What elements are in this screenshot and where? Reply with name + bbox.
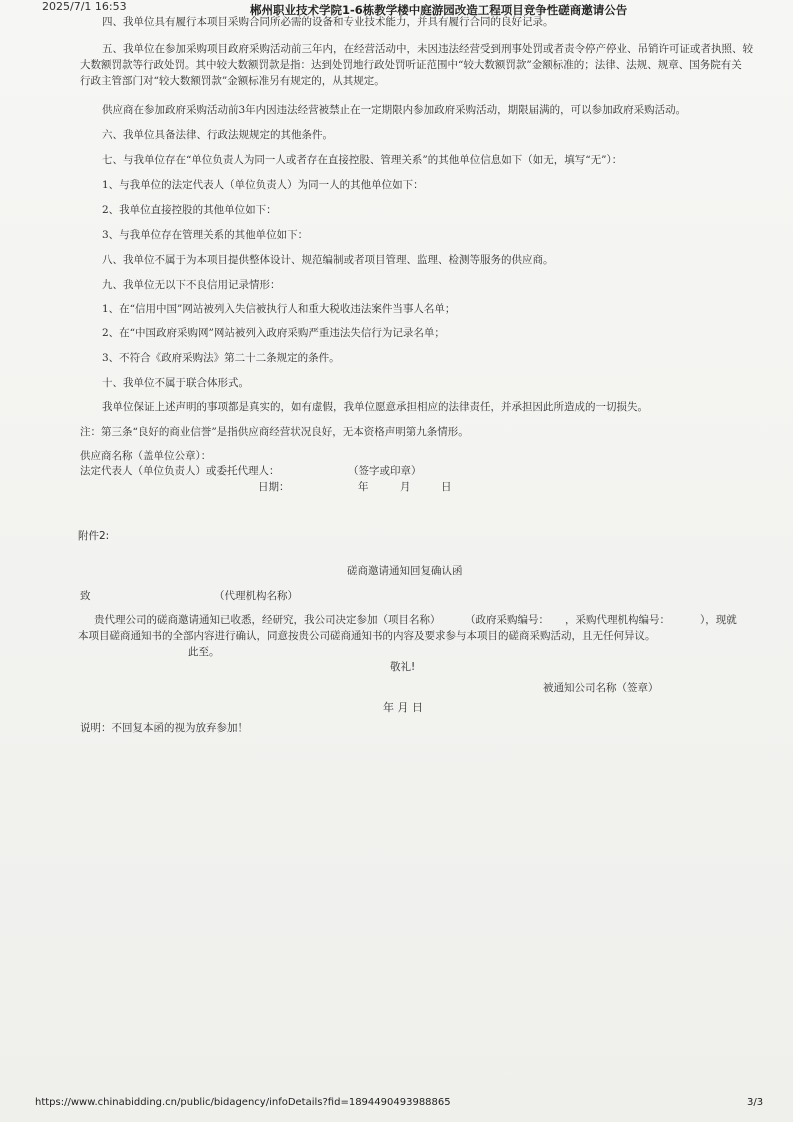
supplier-name-field: 供应商名称（盖单位公章）： (80, 450, 212, 462)
print-date: 2025/7/1 16:53 (42, 0, 127, 13)
source-url: https://www.chinabidding.cn/public/bidagency/infoDetails?fid=1894490493988865 (35, 1097, 451, 1108)
supplier-note: 供应商在参加政府采购活动前3年内因违法经营被禁止在一定期限内参加政府采购活动，期限届满的，可以参加政府采购活动。 (102, 104, 687, 116)
declaration-item-7-1: 1、与我单位的法定代表人（单位负责人）为同一人的其他单位如下： (102, 179, 424, 191)
attachment-label: 附件2: (78, 530, 110, 542)
reply-remark: 说明：不回复本函的视为放弃参加！ (80, 722, 248, 734)
declaration-item-6: 六、我单位具备法律、行政法规规定的其他条件。 (102, 129, 333, 141)
reply-body-line-1b: （政府采购编号： (465, 614, 549, 626)
date-label: 日期： (258, 481, 290, 493)
declaration-item-9-1: 1、在“信用中国”网站被列入失信被执行人和重大税收违法案件当事人名单； (102, 303, 456, 315)
declaration-item-9: 九、我单位无以下不良信用记录情形： (102, 279, 281, 291)
page-title: 郴州职业技术学院1-6栋教学楼中庭游园改造工程项目竞争性磋商邀请公告 (250, 3, 628, 17)
reply-body-line-1d: ），现就 (700, 614, 737, 626)
declaration-item-4: 四、我单位具有履行本项目采购合同所必需的设备和专业技术能力，并具有履行合同的良好记录。 (102, 16, 554, 28)
declaration-item-5-line-3: 行政主管部门对“较大数额罚款”金额标准另有规定的，从其规定。 (80, 75, 385, 87)
attachment-title: 磋商邀请通知回复确认函 (347, 565, 463, 577)
signature-label: （签字或印章） (348, 465, 422, 477)
page-number: 3/3 (747, 1097, 764, 1108)
declaration-item-8: 八、我单位不属于为本项目提供整体设计、规范编制或者项目管理、监理、检测等服务的供应商。 (102, 254, 554, 266)
legal-representative-field: 法定代表人（单位负责人）或委托代理人： (80, 465, 280, 477)
declaration-item-10: 十、我单位不属于联合体形式。 (102, 377, 249, 389)
declaration-item-5-line-1: 五、我单位在参加采购项目政府采购活动前三年内，在经营活动中，未因违法经营受到刑事处罚或者责令停产停业、吊销许可证或者执照、较 (102, 43, 753, 55)
year-label: 年 (358, 481, 369, 493)
reply-body-line-2: 本项目磋商通知书的全部内容进行确认，同意按贵公司磋商通知书的内容及要求参与本项目的磋商采购活动，且无任何异议。 (78, 630, 656, 642)
company-signature-field: 被通知公司名称（签章） (543, 682, 659, 694)
reply-body-line-1c: ，采购代理机构编号： (565, 614, 670, 626)
month-label: 月 (400, 481, 411, 493)
closing-phrase: 此至。 (188, 646, 220, 658)
footnote: 注：第三条“良好的商业信誉”是指供应商经营状况良好，无本资格声明第九条情形。 (80, 426, 469, 438)
regards: 敬礼! (390, 661, 416, 673)
declaration-item-9-2: 2、在“中国政府采购网”网站被列入政府采购严重违法失信行为记录名单； (102, 327, 445, 339)
guarantee-statement: 我单位保证上述声明的事项都是真实的，如有虚假，我单位愿意承担相应的法律责任，并承担因此所造成的一切损失。 (102, 401, 648, 413)
declaration-item-7-2: 2、我单位直接控股的其他单位如下： (102, 204, 277, 216)
agency-name-placeholder: （代理机构名称） (214, 590, 298, 602)
day-label: 日 (441, 481, 452, 493)
reply-body-line-1a: 贵代理公司的磋商邀请通知已收悉，经研究，我公司决定参加（项目名称） (94, 614, 441, 626)
declaration-item-7-3: 3、与我单位存在管理关系的其他单位如下： (102, 229, 309, 241)
declaration-item-7: 七、与我单位存在“单位负责人为同一人或者存在直接控股、管理关系”的其他单位信息如下（如无，填写“无”）： (102, 154, 623, 166)
addressee-prefix: 致 (80, 590, 91, 602)
reply-date: 年 月 日 (383, 701, 423, 714)
declaration-item-9-3: 3、不符合《政府采购法》第二十二条规定的条件。 (102, 352, 340, 364)
declaration-item-5-line-2: 大数额罚款等行政处罚。其中较大数额罚款是指：达到处罚地行政处罚听证范围中“较大数额罚款”金额标准的；法律、法规、规章、国务院有关 (80, 59, 742, 71)
